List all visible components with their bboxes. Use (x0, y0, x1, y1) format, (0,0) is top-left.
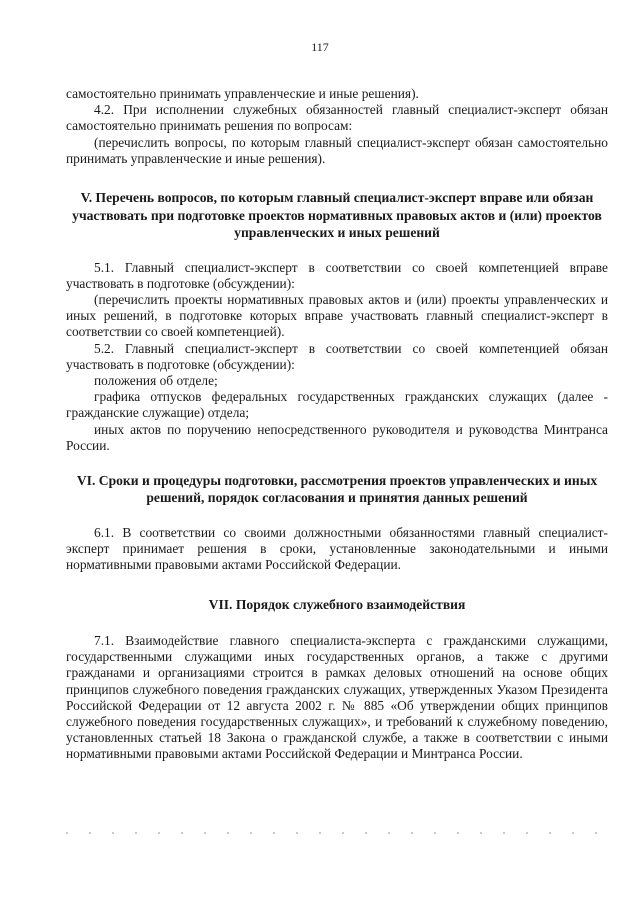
intro-paragraph-list-instruction: (перечислить вопросы, по которым главный специалист-эксперт обязан самостоятельно принимать управленческие и иные решения). (66, 134, 608, 166)
section-5-paragraph-5-1: 5.1. Главный специалист-эксперт в соответствии со своей компетенцией вправе участвовать в подготовке (обсуждении): (66, 259, 608, 291)
section-6-heading: VI. Сроки и процедуры подготовки, рассмотрения проектов управленческих и иных решений, порядок согласования и принятия данных решений (76, 472, 598, 506)
section-5-heading: V. Перечень вопросов, по которым главный специалист-эксперт вправе или обязан участвовать при подготовке проектов нормативных правовых актов и (или) проектов управленческих и иных решений (72, 190, 602, 241)
section-5-paragraph-5-2: 5.2. Главный специалист-эксперт в соответствии со своей компетенцией обязан участвовать в подготовке (обсуждении): (66, 340, 608, 372)
page-number: 117 (311, 40, 329, 54)
section-5-item-regulation: положения об отделе; (94, 372, 218, 388)
scan-noise-line (66, 832, 611, 834)
section-7-heading: VII. Порядок служебного взаимодействия (208, 596, 466, 612)
intro-paragraph-continuation: самостоятельно принимать управленческие и иные решения). (66, 86, 419, 101)
section-5-item-vacation-schedule: графика отпусков федеральных государственных гражданских служащих (далее - гражданские служащие) отдела; (66, 389, 608, 421)
document-body (66, 86, 608, 763)
section-5-paragraph-list-instruction: (перечислить проекты нормативных правовых актов и (или) проекты управленческих и иных решений, в подготовке которых вправе участвовать главный специалист-эксперт в соответствии со своей компетенцией). (66, 291, 608, 340)
section-7-paragraph-7-1: 7.1. Взаимодействие главного специалиста-эксперта с гражданскими служащими, государственными служащими иных государственных органов, а также с другими гражданами и организациями строится в рамках деловых отношений на основе общих принципов служебного поведения гражданских служащих, утвержденных Указом Президента Российской Федерации от 12 августа 2002 г. № 885 «Об утверждении общих принципов служебного поведения государственных служащих», и требований к служебному поведению, установленных статьей 18 Закона о гражданской службе, а также в соответствии с иными нормативными правовыми актами Российской Федерации и Минтранса России. (66, 633, 608, 762)
section-6-paragraph-6-1: 6.1. В соответствии со своими должностными обязанностями главный специалист-эксперт принимает решения в сроки, установленные законодательными и иными нормативными правовыми актами Российской Федерации. (66, 524, 608, 573)
section-5-item-other-acts: иных актов по поручению непосредственного руководителя и руководства Минтранса России. (66, 421, 608, 453)
intro-paragraph-4-2: 4.2. При исполнении служебных обязанностей главный специалист-эксперт обязан самостоятельно принимать решения по вопросам: (66, 102, 608, 134)
